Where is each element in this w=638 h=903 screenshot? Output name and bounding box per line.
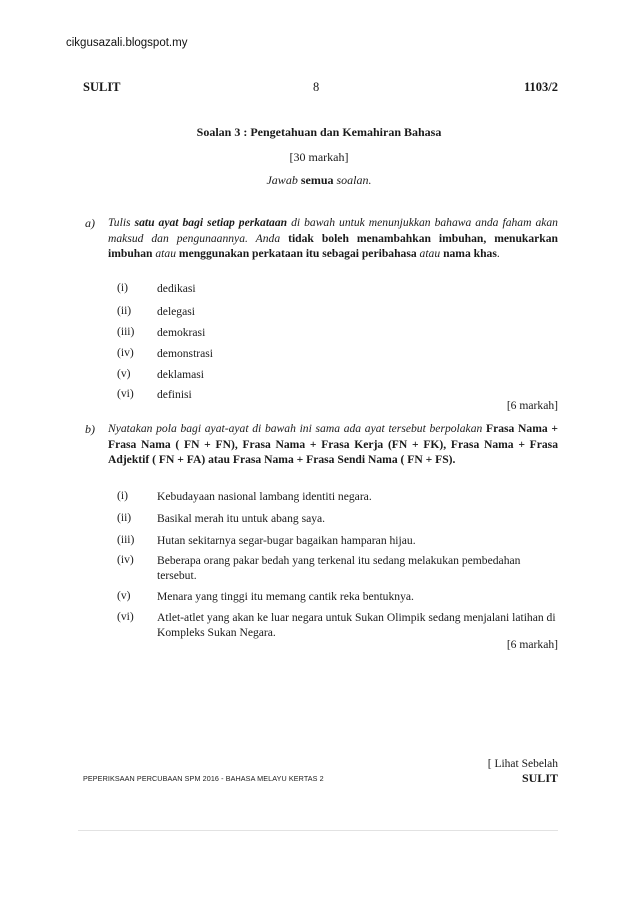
question-a-marks: [6 markah] (506, 399, 558, 412)
question-b-item-text: Hutan sekitarnya segar-bugar bagaikan hamparan hijau. (157, 534, 416, 547)
question-b-item-number: (v) (117, 589, 131, 602)
section-title: Soalan 3 : Pengetahuan dan Kemahiran Bahasa (196, 125, 442, 139)
question-a-item-text: demonstrasi (157, 347, 214, 360)
page-divider (78, 830, 558, 831)
question-b-item-number: (ii) (117, 511, 132, 524)
question-a-item-number: (ii) (117, 304, 132, 317)
question-a-item-text: dedikasi (157, 282, 196, 295)
watermark-text: cikgusazali.blogspot.my (66, 37, 188, 49)
question-a-item-number: (i) (117, 281, 128, 294)
header-sulit: SULIT (83, 80, 121, 94)
question-b-item-text: Atlet-atlet yang akan ke luar negara untuk Sukan Olimpik sedang menjalani latihan di Kompleks Sukan Negara. (157, 611, 556, 639)
question-a-text: Tulis satu ayat bagi setiap perkataan di bawah untuk menunjukkan bahawa anda faham akan maksud dan pengunaannya. Anda tidak boleh menambahkan imbuhan, menukarkan imbuhan atau menggunakan perkataan itu sebagai peribahasa atau nama khas. (108, 216, 559, 261)
total-marks: [30 markah] (289, 150, 349, 164)
question-b-item-text: Beberapa orang pakar bedah yang terkenal itu sedang melakukan pembedahan tersebut. (157, 554, 521, 582)
question-a-item-number: (iii) (117, 325, 135, 338)
question-b-item-number: (iii) (117, 533, 135, 546)
question-a-item-text: deklamasi (157, 368, 205, 381)
paper-code: 1103/2 (523, 80, 558, 94)
question-b-letter: b) (85, 422, 95, 436)
page-number: 8 (313, 80, 320, 94)
question-a-item-number: (vi) (117, 387, 134, 400)
question-a-item-number: (v) (117, 367, 131, 380)
footer-turn-page: [ Lihat Sebelah (487, 758, 558, 770)
question-a-item-text: definisi (157, 388, 192, 401)
question-b-item-number: (vi) (117, 610, 134, 623)
question-b-marks: [6 markah] (506, 638, 558, 651)
question-b-item-text: Basikal merah itu untuk abang saya. (157, 512, 326, 525)
question-a-letter: a) (85, 216, 95, 230)
instruction: Jawab semua soalan. (266, 173, 372, 187)
question-b-item-text: Menara yang tinggi itu memang cantik reka bentuknya. (157, 590, 414, 603)
question-b-item-number: (iv) (117, 553, 134, 566)
question-a-item-number: (iv) (117, 346, 134, 359)
question-b-text: Nyatakan pola bagi ayat-ayat di bawah ini sama ada ayat tersebut berpolakan Frasa Nama + Frasa Nama ( FN + FN), Frasa Nama + Frasa Kerja (FN + FK), Frasa Nama + Frasa Adjektif ( FN + FA) atau Frasa Nama + Frasa Sendi Nama ( FN + FS). (108, 422, 558, 467)
question-a-item-text: demokrasi (157, 326, 206, 339)
question-b-item-text: Kebudayaan nasional lambang identiti negara. (157, 490, 372, 503)
question-b-item-number: (i) (117, 489, 128, 502)
footer-exam-title: PEPERIKSAAN PERCUBAAN SPM 2016 - BAHASA MELAYU KERTAS 2 (83, 774, 324, 783)
footer-sulit: SULIT (521, 771, 558, 785)
question-a-item-text: delegasi (157, 305, 195, 318)
